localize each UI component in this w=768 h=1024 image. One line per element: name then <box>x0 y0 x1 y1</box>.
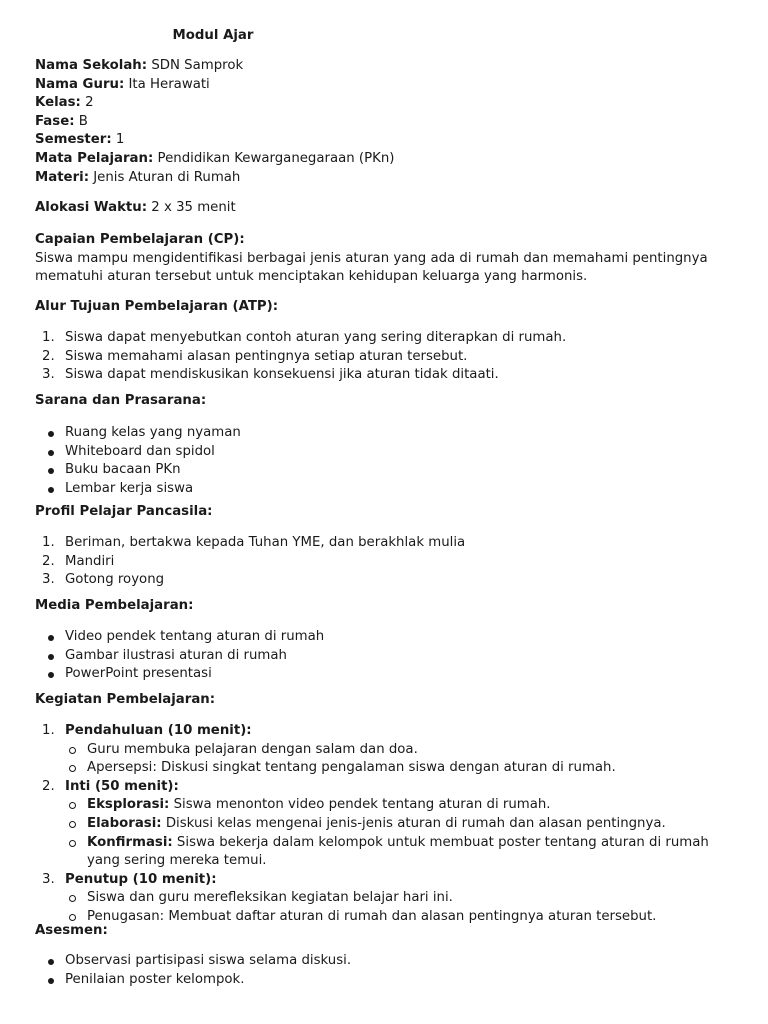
sub-item: Apersepsi: Diskusi singkat tentang pengalaman siswa dengan aturan di rumah. <box>35 759 727 778</box>
bullet-icon <box>48 468 54 474</box>
circle-bullet-icon <box>69 840 76 847</box>
bullet-icon <box>48 487 54 493</box>
kegiatan-heading: Kegiatan Pembelajaran: <box>35 692 216 707</box>
section-cp <box>35 231 725 287</box>
info-value: 1 <box>115 132 125 148</box>
kegiatan-step <box>35 722 727 778</box>
alokasi-label: Alokasi Waktu: <box>35 200 148 215</box>
info-label: Kelas: <box>35 95 81 111</box>
list-item: Penilaian poster kelompok. <box>35 971 351 990</box>
info-block <box>35 57 394 187</box>
list-item: PowerPoint presentasi <box>35 665 324 684</box>
alokasi-value: 2 x 35 menit <box>151 200 236 215</box>
circle-bullet-icon <box>69 821 76 828</box>
circle-bullet-icon <box>69 747 76 754</box>
list-item: Ruang kelas yang nyaman <box>35 424 241 443</box>
list-item: Whiteboard dan spidol <box>35 443 241 462</box>
info-semester <box>35 131 394 150</box>
info-kelas <box>35 94 394 113</box>
info-materi <box>35 169 394 188</box>
info-value: 2 <box>85 95 94 111</box>
list-item: 2. Siswa memahami alasan pentingnya setiap aturan tersebut. <box>42 348 468 364</box>
info-nama-guru <box>35 76 394 95</box>
bullet-icon <box>48 672 54 678</box>
bullet-icon <box>48 635 54 641</box>
profil-list <box>35 534 465 590</box>
info-label: Mata Pelajaran: <box>35 150 154 166</box>
media-list <box>35 628 324 684</box>
kegiatan-step <box>35 778 727 871</box>
atp-list <box>35 329 566 385</box>
bullet-icon <box>48 654 54 660</box>
sarana-heading: Sarana dan Prasarana: <box>35 393 207 408</box>
list-item: Observasi partisipasi siswa selama diskusi. <box>35 952 351 971</box>
step-title: 1. Pendahuluan (10 menit): <box>42 723 252 738</box>
info-value: Jenis Aturan di Rumah <box>93 169 241 185</box>
asesmen-list <box>35 952 351 989</box>
sub-item: Siswa dan guru merefleksikan kegiatan belajar hari ini. <box>35 889 727 908</box>
circle-bullet-icon <box>69 765 76 772</box>
kegiatan-list <box>35 722 727 927</box>
list-item: 1. Siswa dapat menyebutkan contoh aturan yang sering diterapkan di rumah. <box>42 330 567 345</box>
sub-item: Eksplorasi: Siswa menonton video pendek tentang aturan di rumah. <box>35 796 727 815</box>
cp-text: Siswa mampu mengidentifikasi berbagai jenis aturan yang ada di rumah dan memahami pentingnya mematuhi aturan tersebut untuk menciptakan kehidupan keluarga yang harmonis. <box>35 250 708 285</box>
info-value: B <box>78 113 88 129</box>
sub-item: Penugasan: Membuat daftar aturan di rumah dan alasan pentingnya aturan tersebut. <box>35 908 727 927</box>
kegiatan-step <box>35 871 727 927</box>
info-label: Nama Guru: <box>35 76 125 92</box>
info-value: SDN Samprok <box>151 58 244 73</box>
bullet-icon <box>48 450 54 456</box>
list-item: 3. Gotong royong <box>42 572 165 588</box>
info-label: Semester: <box>35 132 112 148</box>
media-heading: Media Pembelajaran: <box>35 598 194 613</box>
cp-heading: Capaian Pembelajaran (CP): <box>35 232 245 247</box>
profil-heading: Profil Pelajar Pancasila: <box>35 504 213 519</box>
info-label: Materi: <box>35 169 90 185</box>
alokasi-waktu <box>35 199 236 218</box>
sub-item: Elaborasi: Diskusi kelas mengenai jenis-jenis aturan di rumah dan alasan pentingnya. <box>35 815 727 834</box>
sub-item: Konfirmasi: Siswa bekerja dalam kelompok untuk membuat poster tentang aturan di rumah yang sering mereka temui. <box>35 834 727 871</box>
list-item: 1. Beriman, bertakwa kepada Tuhan YME, dan berakhlak mulia <box>42 535 466 550</box>
document-title: Modul Ajar <box>172 28 254 43</box>
sarana-list <box>35 424 241 498</box>
info-value: Pendidikan Kewarganegaraan (PKn) <box>157 150 395 166</box>
info-fase <box>35 113 394 132</box>
bullet-icon <box>48 978 54 984</box>
bullet-icon <box>48 431 54 437</box>
bullet-icon <box>48 959 54 965</box>
circle-bullet-icon <box>69 914 76 921</box>
asesmen-heading: Asesmen: <box>35 923 108 938</box>
list-item: Gambar ilustrasi aturan di rumah <box>35 647 324 666</box>
step-title: 2. Inti (50 menit): <box>42 778 179 794</box>
circle-bullet-icon <box>69 895 76 902</box>
sub-item: Guru membuka pelajaran dengan salam dan doa. <box>35 741 727 760</box>
list-item: 2. Mandiri <box>42 553 115 569</box>
circle-bullet-icon <box>69 802 76 809</box>
list-item: Video pendek tentang aturan di rumah <box>35 628 324 647</box>
list-item: Lembar kerja siswa <box>35 480 241 499</box>
info-mata-pelajaran <box>35 150 394 169</box>
info-label: Nama Sekolah: <box>35 58 148 73</box>
info-nama-sekolah <box>35 57 394 76</box>
list-item: 3. Siswa dapat mendiskusikan konsekuensi jika aturan tidak ditaati. <box>42 367 499 383</box>
atp-heading: Alur Tujuan Pembelajaran (ATP): <box>35 299 279 314</box>
list-item: Buku bacaan PKn <box>35 461 241 480</box>
step-title: 3. Penutup (10 menit): <box>42 871 217 887</box>
info-value: Ita Herawati <box>128 76 210 92</box>
info-label: Fase: <box>35 113 75 129</box>
